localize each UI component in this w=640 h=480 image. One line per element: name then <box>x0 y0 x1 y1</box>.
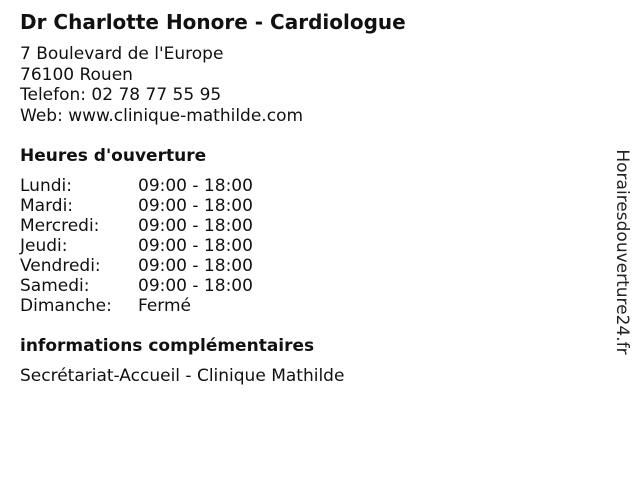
day-label: Samedi: <box>20 276 90 296</box>
day-label: Mardi: <box>20 196 74 216</box>
hours-heading: Heures d'ouverture <box>20 146 207 166</box>
website: Web: www.clinique-mathilde.com <box>20 105 304 126</box>
time-range: 09:00 - 18:00 <box>138 276 253 296</box>
hours-row-wednesday <box>20 216 600 236</box>
hours-row-tuesday <box>20 196 600 216</box>
hours-row-thursday <box>20 236 600 256</box>
hours-row-friday <box>20 256 600 276</box>
site-watermark: Horairesdouverture24.fr <box>612 149 632 355</box>
time-range: 09:00 - 18:00 <box>138 216 253 236</box>
time-range: 09:00 - 18:00 <box>138 236 253 256</box>
business-card <box>20 10 600 386</box>
opening-hours-table <box>20 176 600 316</box>
day-label: Lundi: <box>20 176 72 196</box>
page-title: Dr Charlotte Honore - Cardiologue <box>20 10 406 34</box>
time-range: 09:00 - 18:00 <box>138 256 253 276</box>
day-label: Vendredi: <box>20 256 101 276</box>
city-postcode: 76100 Rouen <box>20 64 133 85</box>
address-block <box>20 44 600 126</box>
day-label: Jeudi: <box>20 236 68 256</box>
hours-row-sunday <box>20 296 600 316</box>
hours-row-saturday <box>20 276 600 296</box>
time-range: 09:00 - 18:00 <box>138 196 253 216</box>
day-label: Dimanche: <box>20 296 112 316</box>
extra-info-text: Secrétariat-Accueil - Clinique Mathilde <box>20 366 345 386</box>
time-range: Fermé <box>138 296 192 316</box>
time-range: 09:00 - 18:00 <box>138 176 253 196</box>
extra-info-heading: informations complémentaires <box>20 336 315 356</box>
street-address: 7 Boulevard de l'Europe <box>20 44 224 64</box>
phone-number: Telefon: 02 78 77 55 95 <box>20 85 222 105</box>
hours-row-monday <box>20 176 600 196</box>
day-label: Mercredi: <box>20 216 100 236</box>
